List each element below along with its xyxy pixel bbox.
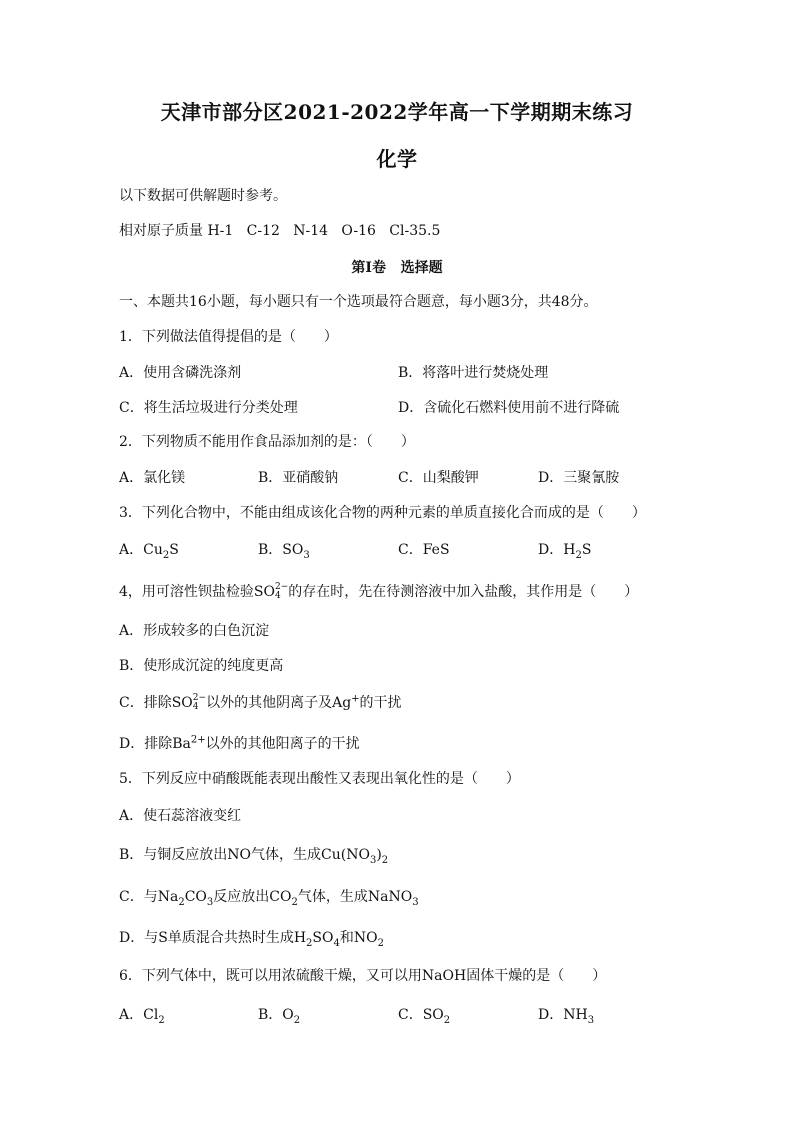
subscript: 3 xyxy=(587,1014,595,1026)
subscript: 2 xyxy=(158,1014,165,1026)
intro-note: 以下数据可供解题时参考。 xyxy=(119,188,287,204)
q6-option-a xyxy=(119,1004,165,1024)
question-3-stem: 3．下列化合物中，不能由组成该化合物的两种元素的单质直接化合而成的是（ ） xyxy=(119,505,646,521)
option-label: D． xyxy=(538,542,564,558)
subscript: 2 xyxy=(293,1014,301,1026)
subscript: 3 xyxy=(369,854,377,866)
q1-option-c: C．将生活垃圾进行分类处理 xyxy=(119,400,298,416)
formula: S xyxy=(169,542,179,558)
stem-text: 的存在时，先在待测溶液中加入盐酸，其作用是（ ） xyxy=(288,584,639,600)
formula: SO xyxy=(312,930,334,946)
subscript: 2 xyxy=(306,937,313,949)
q6-option-c xyxy=(398,1004,450,1024)
q4-option-b: B．使形成沉淀的纯度更高 xyxy=(119,658,284,674)
stem-text: 4，用可溶性钡盐检验 xyxy=(119,584,254,600)
subscript: 3 xyxy=(412,896,419,908)
q4-option-c xyxy=(119,692,402,712)
q1-option-a: A．使用含磷洗涤剂 xyxy=(119,365,242,381)
formula: CO xyxy=(184,889,207,905)
question-2-stem: 2．下列物质不能用作食品添加剂的是：（ ） xyxy=(119,434,415,450)
q5-option-c xyxy=(119,886,419,906)
superscript: 2− xyxy=(192,693,207,703)
option-text: B．与铜反应放出NO气体，生成 xyxy=(119,847,322,863)
subscript: 2 xyxy=(178,896,185,908)
subscript: 2 xyxy=(377,937,384,949)
atomic-masses: 相对原子质量 H-1 C-12 N-14 O-16 Cl-35.5 xyxy=(119,223,441,239)
q5-option-b xyxy=(119,844,388,864)
option-label: D． xyxy=(538,1007,564,1023)
option-text: 以外的其他阳离子的干扰 xyxy=(205,736,360,752)
subscript: 2 xyxy=(291,896,298,908)
formula: O xyxy=(282,1007,294,1023)
subscript: 3 xyxy=(303,549,310,561)
question-6-stem: 6．下列气体中，既可以用浓硫酸干燥，又可以用NaOH固体干燥的是（ ） xyxy=(119,968,607,984)
formula: Cl xyxy=(143,1007,159,1023)
q2-option-c: C．山梨酸钾 xyxy=(398,470,479,486)
q6-option-b xyxy=(258,1004,300,1024)
option-text: C．与 xyxy=(119,889,158,905)
option-label: A． xyxy=(119,1007,144,1023)
option-text: 气体，生成 xyxy=(297,889,368,905)
option-text: D．排除 xyxy=(119,736,173,752)
formula: SO xyxy=(422,1007,444,1023)
formula: Ba xyxy=(172,736,191,752)
subject-title: 化学 xyxy=(376,147,418,171)
q4-option-d xyxy=(119,733,360,753)
q6-option-d xyxy=(538,1004,594,1024)
formula: NH xyxy=(563,1007,588,1023)
formula: SO xyxy=(253,584,275,600)
q5-option-a: A．使石蕊溶液变红 xyxy=(119,808,242,824)
superscript: 2+ xyxy=(190,734,206,746)
subscript: 4 xyxy=(275,591,281,601)
formula: S xyxy=(581,542,592,558)
formula: NaNO xyxy=(367,889,413,905)
subscript: 2 xyxy=(381,854,389,866)
superscript: 2− xyxy=(275,582,289,592)
option-label: B． xyxy=(258,1007,283,1023)
option-text: 反应放出 xyxy=(213,889,270,905)
formula: H xyxy=(293,930,307,946)
subscript: 2 xyxy=(575,549,582,561)
option-label: B． xyxy=(258,542,283,558)
option-text: C．排除 xyxy=(119,695,172,711)
page-title: 天津市部分区2021-2022学年高一下学期期末练习 xyxy=(160,100,634,124)
superscript: + xyxy=(351,693,360,705)
question-1-stem: 1．下列做法值得提倡的是（ ） xyxy=(119,329,338,345)
q3-option-a xyxy=(119,539,179,559)
subscript: 4 xyxy=(333,937,340,949)
question-4-stem xyxy=(119,581,638,601)
q3-option-c: C．FeS xyxy=(398,542,450,558)
q1-option-d: D．含硫化石燃料使用前不进行降硫 xyxy=(398,400,620,416)
subscript: 4 xyxy=(192,702,199,712)
subscript: 2 xyxy=(443,1014,451,1026)
formula: Ag xyxy=(332,695,352,711)
subscript: 2 xyxy=(162,549,170,561)
formula: ) xyxy=(376,847,382,863)
formula: H xyxy=(563,542,576,558)
q1-option-b: B．将落叶进行焚烧处理 xyxy=(398,365,549,381)
q2-option-b: B．亚硝酸钠 xyxy=(258,470,339,486)
subscript: 3 xyxy=(206,896,214,908)
section-title: 第Ⅰ卷 选择题 xyxy=(351,260,443,276)
question-5-stem: 5．下列反应中硝酸既能表现出酸性又表现出氧化性的是（ ） xyxy=(119,771,520,787)
q4-option-a: A．形成较多的白色沉淀 xyxy=(119,623,270,639)
q3-option-d xyxy=(538,539,591,559)
formula: NO xyxy=(353,930,378,946)
q5-option-d xyxy=(119,927,384,947)
option-text: D．与S单质混合共热时生成 xyxy=(119,930,294,946)
option-label: A． xyxy=(119,542,144,558)
formula: Na xyxy=(157,889,179,905)
formula: Cu xyxy=(143,542,163,558)
formula: SO xyxy=(282,542,304,558)
q2-option-d: D．三聚氰胺 xyxy=(538,470,620,486)
formula: CO xyxy=(269,889,292,905)
option-label: C． xyxy=(398,1007,423,1023)
section-instructions: 一、本题共16小题，每小题只有一个选项最符合题意，每小题3分，共48分。 xyxy=(119,294,598,310)
option-text: 的干扰 xyxy=(359,695,402,711)
q3-option-b xyxy=(258,539,310,559)
formula: Cu(NO xyxy=(321,847,370,863)
q2-option-a: A．氯化镁 xyxy=(119,470,186,486)
option-text: 和 xyxy=(339,930,354,946)
formula: SO xyxy=(171,695,193,711)
option-text: 以外的其他阴离子及 xyxy=(206,695,333,711)
